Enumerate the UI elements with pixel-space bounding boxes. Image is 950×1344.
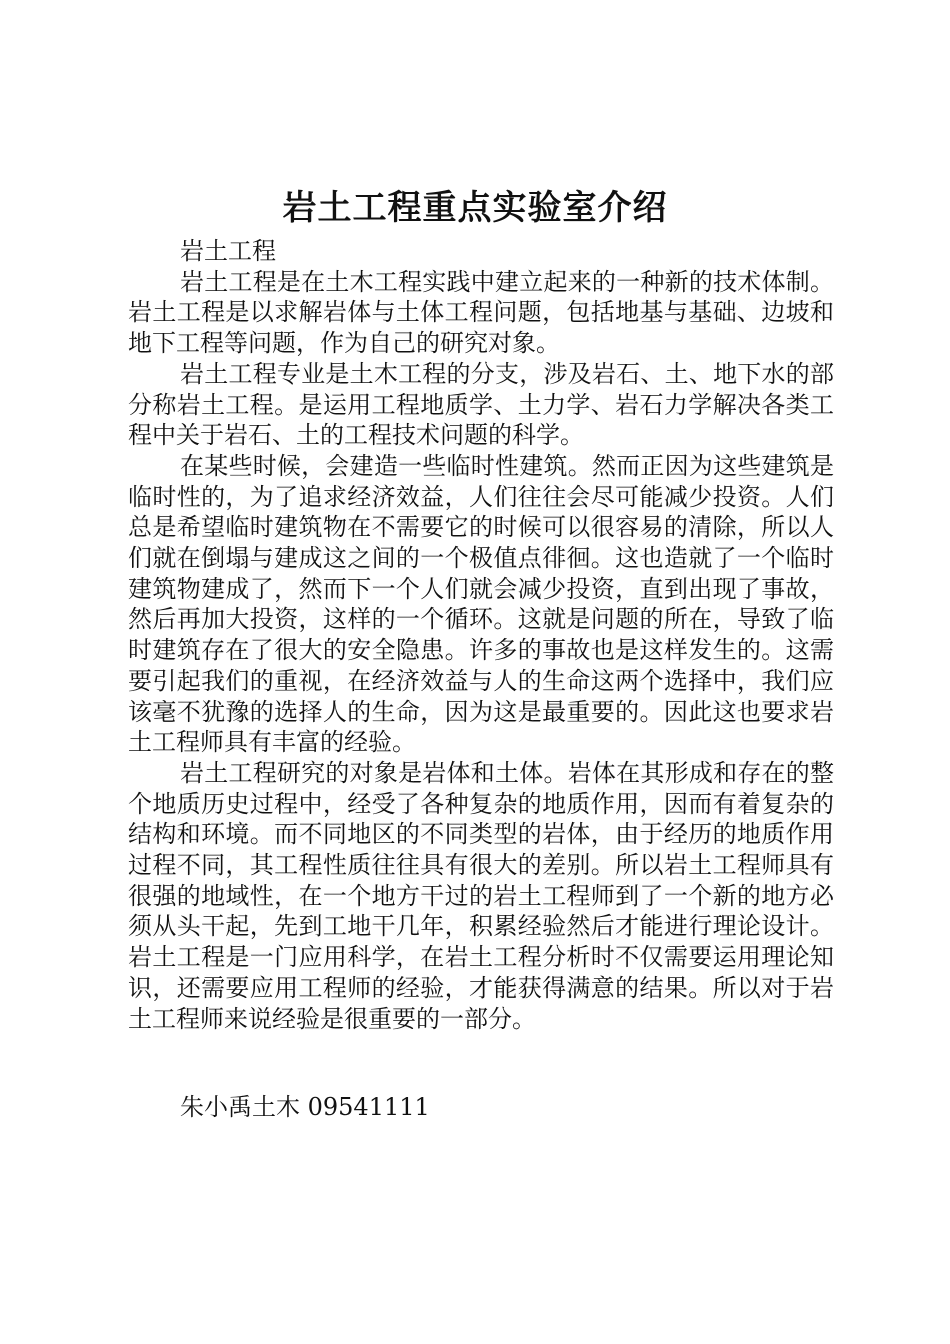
document-body <box>128 236 834 1034</box>
author-signature: 朱小禹土木 09541111 <box>180 1093 430 1121</box>
paragraph-discipline: 岩土工程专业是土木工程的分支，涉及岩石、土、地下水的部分称岩土工程。是运用工程地质学、土力学、岩石力学解决各类工程中关于岩石、土的工程技术问题的科学。 <box>128 359 834 450</box>
document-subtitle: 岩土工程 <box>180 237 276 265</box>
paragraph-temporary-buildings: 在某些时候，会建造一些临时性建筑。然而正因为这些建筑是临时性的，为了追求经济效益，人们往往会尽可能减少投资。人们总是希望临时建筑物在不需要它的时候可以很容易的清除，所以人们就在倒塌与建成这之间的一个极值点徘徊。这也造就了一个临时建筑物建成了，然而下一个人们就会减少投资，直到出现了事故，然后再加大投资，这样的一个循环。这就是问题的所在，导致了临时建筑存在了很大的安全隐患。许多的事故也是这样发生的。这需要引起我们的重视，在经济效益与人的生命这两个选择中，我们应该毫不犹豫的选择人的生命，因为这是最重要的。因此这也要求岩土工程师具有丰富的经验。 <box>128 451 834 757</box>
paragraph-intro: 岩土工程是在土木工程实践中建立起来的一种新的技术体制。岩土工程是以求解岩体与土体工程问题，包括地基与基础、边坡和地下工程等问题，作为自己的研究对象。 <box>128 267 834 358</box>
document-title: 岩土工程重点实验室介绍 <box>282 188 668 228</box>
paragraph-research-object: 岩土工程研究的对象是岩体和土体。岩体在其形成和存在的整个地质历史过程中，经受了各种复杂的地质作用，因而有着复杂的结构和环境。而不同地区的不同类型的岩体，由于经历的地质作用过程不同，其工程性质往往具有很大的差别。所以岩土工程师具有很强的地域性，在一个地方干过的岩土工程师到了一个新的地方必须从头干起，先到工地干几年，积累经验然后才能进行理论设计。岩土工程是一门应用科学，在岩土工程分析时不仅需要运用理论知识，还需要应用工程师的经验，才能获得满意的结果。所以对于岩土工程师来说经验是很重要的一部分。 <box>128 758 834 1033</box>
